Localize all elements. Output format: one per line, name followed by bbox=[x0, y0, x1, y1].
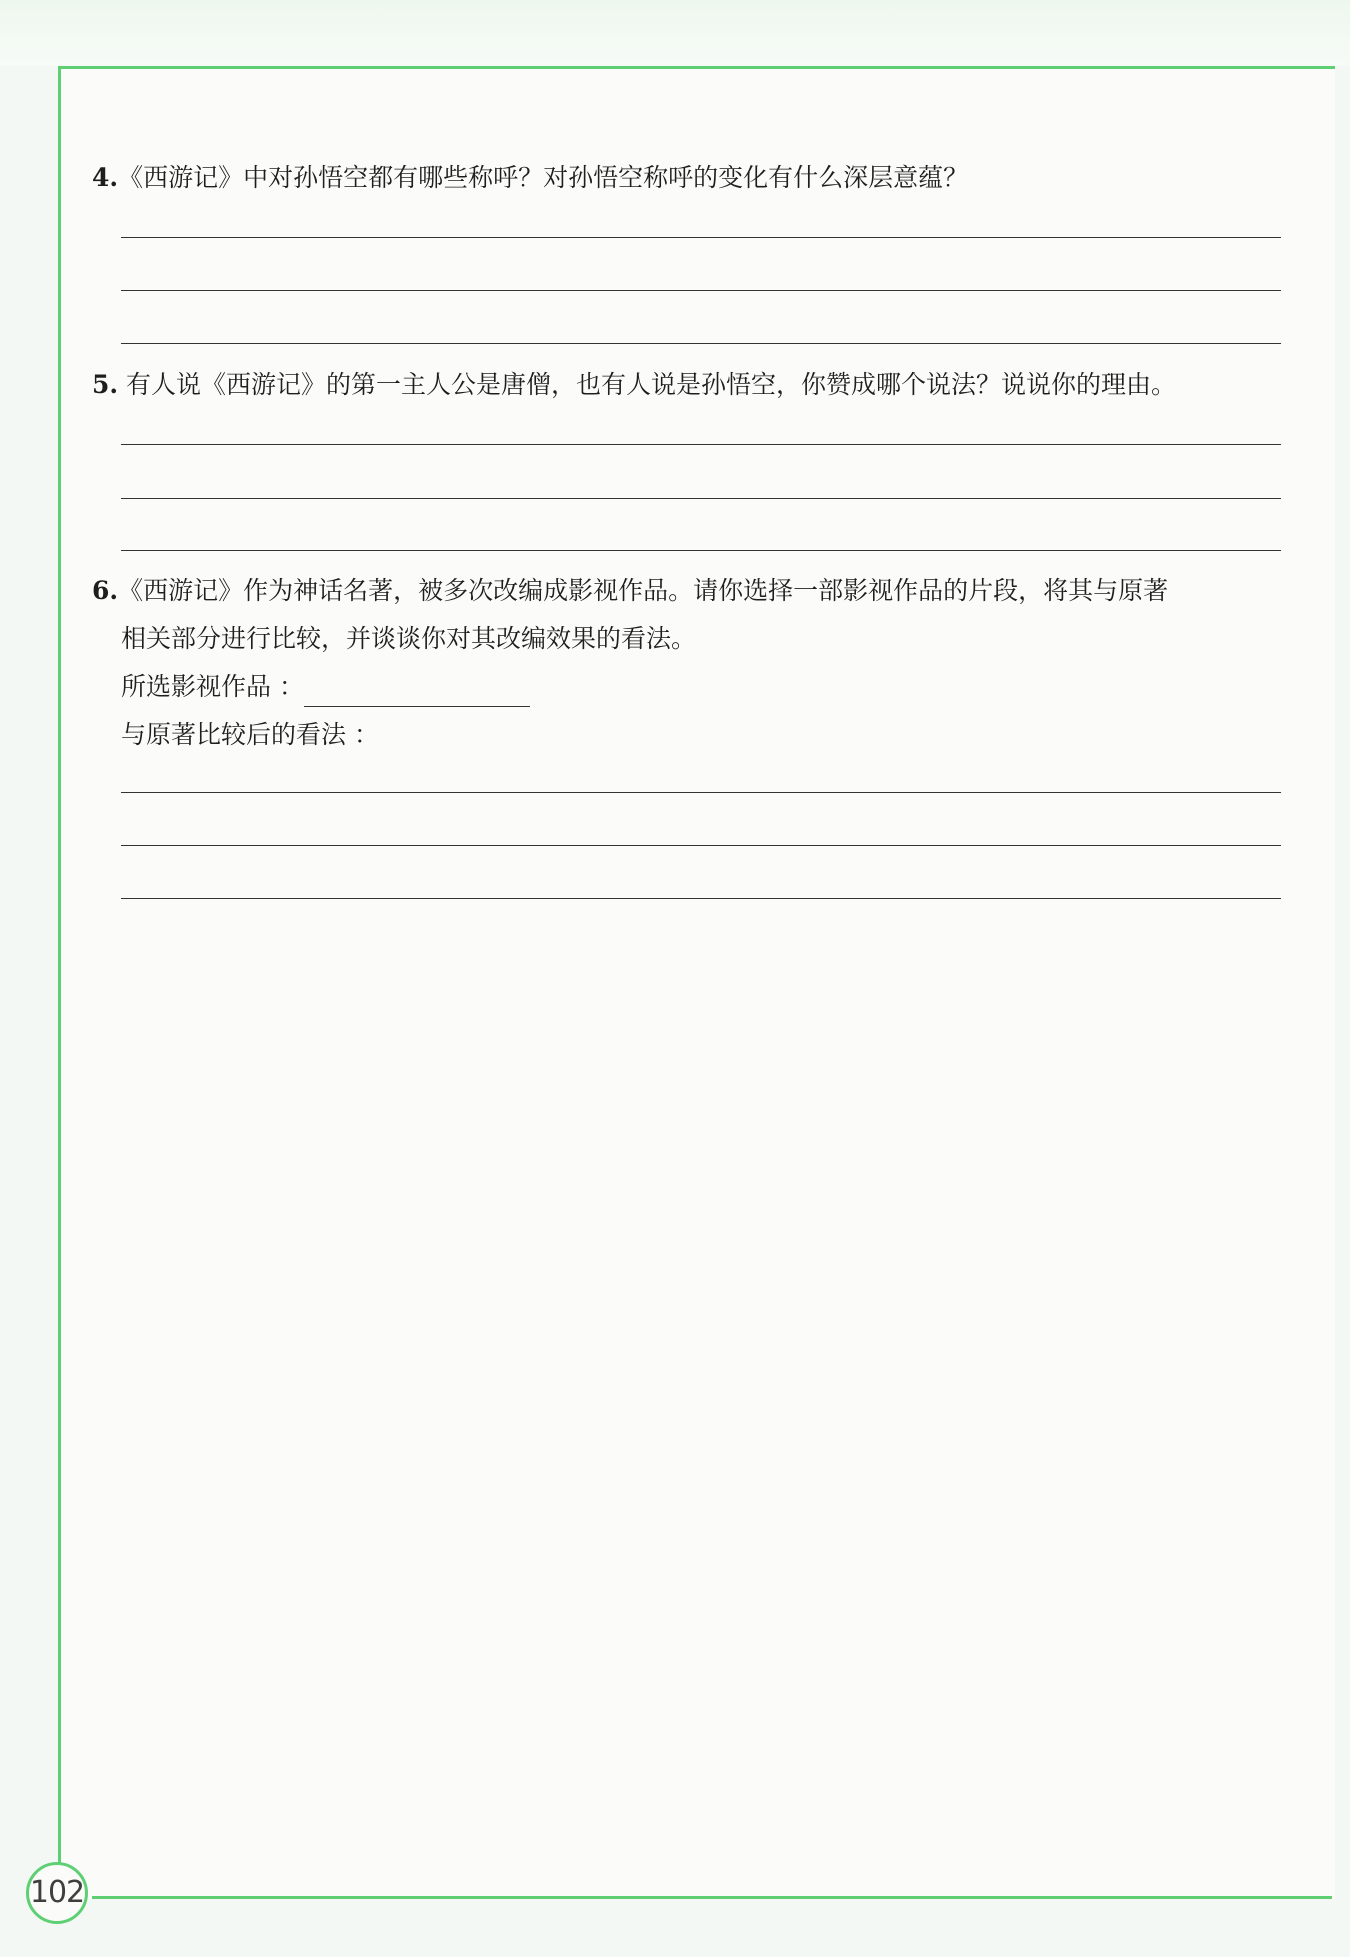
worksheet-page bbox=[58, 66, 1335, 1899]
question-5 bbox=[92, 365, 1176, 405]
answer-line-6-1[interactable] bbox=[121, 792, 1281, 793]
question-6-text-continued: 相关部分进行比较，并谈谈你对其改编效果的看法。 bbox=[121, 624, 697, 653]
question-5-number: 5. bbox=[92, 370, 119, 399]
answer-line-4-2[interactable] bbox=[121, 290, 1281, 291]
answer-line-4-3[interactable] bbox=[121, 343, 1281, 344]
page-number-badge bbox=[26, 1862, 88, 1924]
answer-line-6-3[interactable] bbox=[121, 898, 1281, 899]
answer-line-5-2[interactable] bbox=[121, 498, 1281, 499]
question-4-text: 《西游记》中对孙悟空都有哪些称呼？对孙悟空称呼的变化有什么深层意蕴？ bbox=[118, 163, 969, 192]
top-band bbox=[0, 0, 1350, 66]
question-4-number: 4. bbox=[92, 163, 119, 192]
opinion-label: 与原著比较后的看法 ： bbox=[121, 720, 379, 749]
answer-line-6-2[interactable] bbox=[121, 845, 1281, 846]
question-4 bbox=[92, 158, 968, 198]
question-6-number: 6. bbox=[92, 576, 119, 605]
film-choice-label: 所选影视作品 ： bbox=[121, 672, 304, 701]
film-choice-blank[interactable] bbox=[304, 678, 530, 707]
question-6 bbox=[92, 571, 1168, 611]
answer-line-4-1[interactable] bbox=[121, 237, 1281, 238]
film-choice-row bbox=[121, 667, 530, 707]
question-6-text: 《西游记》作为神话名著，被多次改编成影视作品。请你选择一部影视作品的片段，将其与原著 bbox=[118, 576, 1169, 605]
question-5-text: 有人说《西游记》的第一主人公是唐僧，也有人说是孙悟空，你赞成哪个说法？说说你的理由。 bbox=[118, 370, 1177, 399]
bottom-border-rule bbox=[92, 1896, 1332, 1899]
answer-line-5-3[interactable] bbox=[121, 550, 1281, 551]
page-number: 102 bbox=[29, 1875, 85, 1910]
answer-line-5-1[interactable] bbox=[121, 444, 1281, 445]
